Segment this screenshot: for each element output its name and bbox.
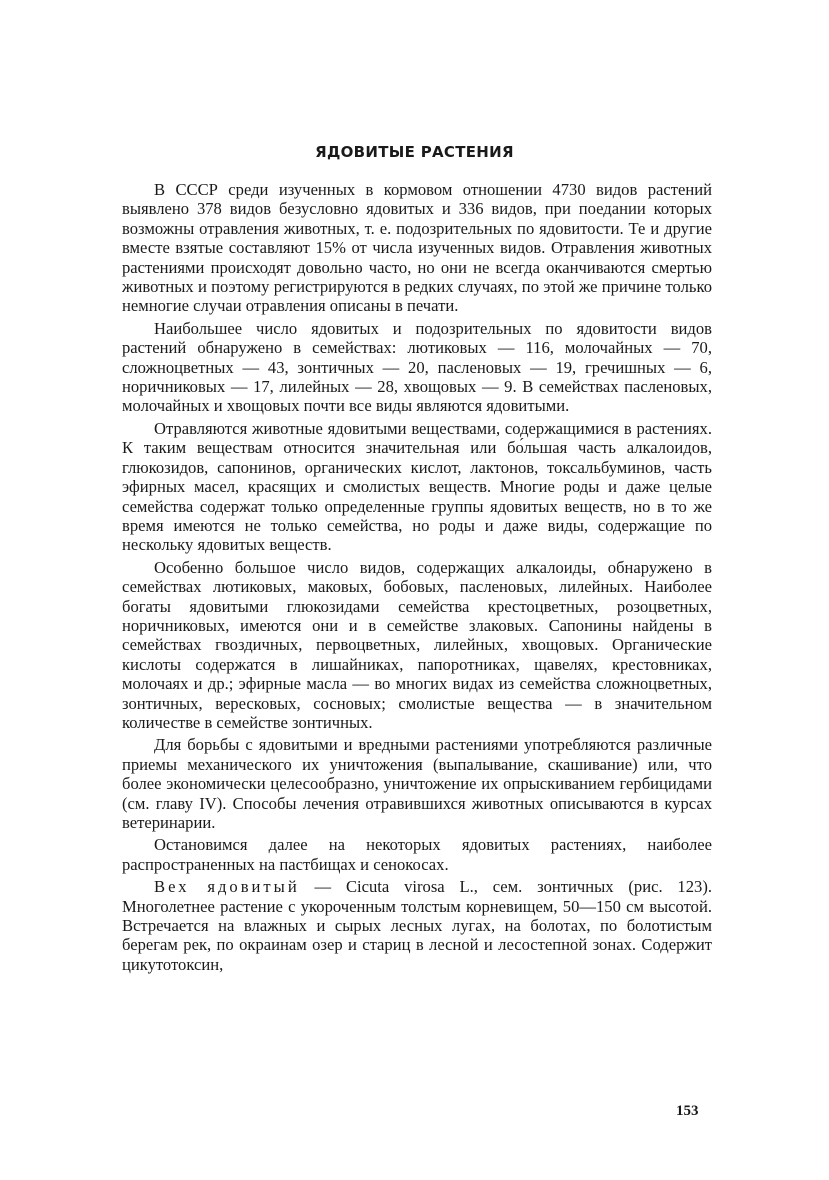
paragraph: Остановимся далее на некоторых ядовитых растениях, наиболее распространенных на пастбищах и сенокосах. [122,835,712,874]
paragraph: Отравляются животные ядовитыми веществами, содержащимися в растениях. К таким веществам относится значительная или бо́льшая часть алкалоидов, глюкозидов, сапонинов, органических кислот, лактонов, токсальбуминов, часть эфирных масел, красящих и смолистых веществ. Многие роды и даже целые семейства содержат только определенные группы ядовитых веществ, но в то же время имеются не только семейства, но роды и даже виды, содержащие по нескольку ядовитых веществ. [122,418,712,555]
paragraph: Особенно большое число видов, содержащих алкалоиды, обнаружено в семействах лютиковых, маковых, бобовых, пасленовых, лилейных. Наиболее богаты ядовитыми глюкозидами семейства крестоцветных, розоцветных, норичниковых, имеются они и в семействе злаковых. Сапонины найдены в семействах гвоздичных, первоцветных, лилейных, хвощовых. Органические кислоты содержатся в лишайниках, папоротниках, щавелях, крестовниках, молочаях и др.; эфирные масла — во многих видах из семейства сложноцветных, зонтичных, вересковых, сосновых; смолистые вещества — в значительном количестве в семействе зонтичных. [122,557,712,732]
paragraph: Наибольшее число ядовитых и подозрительных по ядовитости видов растений обнаружено в семействах: лютиковых — 116, молочайных — 70, сложноцветных — 43, зонтичных — 20, пасленовых — 19, гречишных — 6, норичниковых — 17, лилейных — 28, хвощовых — 9. В семействах пасленовых, молочайных и хвощовых почти все виды являются ядовитыми. [122,318,712,416]
paragraph: Для борьбы с ядовитыми и вредными растениями употребляются различные приемы механического их уничтожения (выпалывание, скашивание) или, что более экономически целесообразно, уничтожение их опрыскиванием гербицидами (см. главу IV). Способы лечения отравившихся животных описываются в курсах ветеринарии. [122,735,712,832]
plant-description: — Cicuta virosa L., сем. зонтичных (рис. 123). Многолетнее растение с укороченным толстым корневищем, 50—150 см высотой. Встречается на влажных и сырых лесных лугах, на болотах, по болотистым берегам рек, по окраинам озер и стариц в лесной и лесостепной зонах. Содержит цикутотоксин, [122,877,712,974]
body-text [122,180,712,977]
paragraph-plant-entry [122,877,712,974]
page-number: 153 [676,1103,699,1119]
section-title: ЯДОВИТЫЕ РАСТЕНИЯ [315,143,514,161]
plant-name: Вех ядовитый [154,877,300,897]
paragraph: В СССР среди изученных в кормовом отношении 4730 видов растений выявлено 378 видов безусловно ядовитых и 336 видов, при поедании которых возможны отравления животных, т. е. подозрительных по ядовитости. Те и другие вместе взятые составляют 15% от числа изученных видов. Отравления животных растениями происходят довольно часто, но они не всегда оканчиваются смертью животных и поэтому регистрируются в редких случаях, по этой же причине только немногие случаи отравления описаны в печати. [122,180,712,316]
